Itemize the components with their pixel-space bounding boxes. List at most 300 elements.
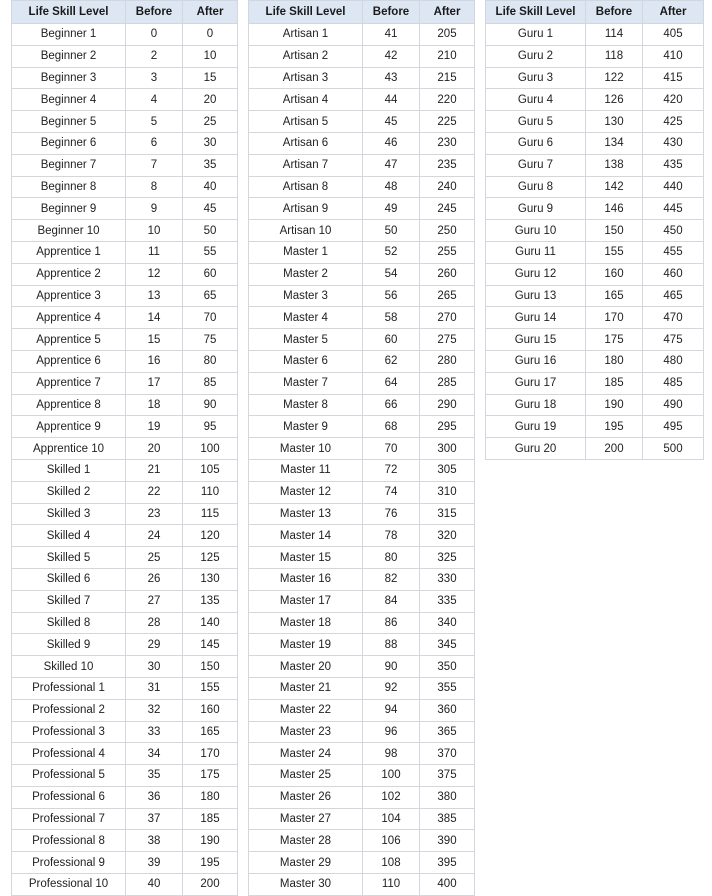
before-cell: 155 xyxy=(586,241,643,263)
level-cell: Master 4 xyxy=(249,307,363,329)
before-cell: 33 xyxy=(126,721,183,743)
table-row xyxy=(486,438,704,460)
level-cell: Skilled 5 xyxy=(12,547,126,569)
level-cell: Guru 5 xyxy=(486,111,586,133)
before-cell: 41 xyxy=(363,24,420,46)
before-cell: 50 xyxy=(363,220,420,242)
after-cell: 210 xyxy=(420,45,475,67)
before-cell: 39 xyxy=(126,852,183,874)
after-cell: 470 xyxy=(643,307,704,329)
table-row xyxy=(12,874,238,896)
before-cell: 3 xyxy=(126,67,183,89)
before-cell: 9 xyxy=(126,198,183,220)
before-cell: 118 xyxy=(586,45,643,67)
level-cell: Professional 2 xyxy=(12,699,126,721)
before-cell: 62 xyxy=(363,350,420,372)
after-cell: 305 xyxy=(420,459,475,481)
after-cell: 360 xyxy=(420,699,475,721)
table-row xyxy=(249,263,475,285)
level-cell: Artisan 2 xyxy=(249,45,363,67)
after-cell: 420 xyxy=(643,89,704,111)
after-cell: 115 xyxy=(183,503,238,525)
before-cell: 30 xyxy=(126,656,183,678)
after-cell: 330 xyxy=(420,568,475,590)
level-cell: Skilled 3 xyxy=(12,503,126,525)
after-cell: 250 xyxy=(420,220,475,242)
table-row xyxy=(249,786,475,808)
table-row xyxy=(12,154,238,176)
level-cell: Master 30 xyxy=(249,874,363,896)
level-cell: Master 18 xyxy=(249,612,363,634)
after-cell: 145 xyxy=(183,634,238,656)
after-cell: 30 xyxy=(183,132,238,154)
table-row xyxy=(12,350,238,372)
level-cell: Skilled 4 xyxy=(12,525,126,547)
level-cell: Guru 17 xyxy=(486,372,586,394)
table-row xyxy=(486,307,704,329)
table-row xyxy=(249,198,475,220)
table-row xyxy=(12,198,238,220)
after-cell: 10 xyxy=(183,45,238,67)
before-cell: 44 xyxy=(363,89,420,111)
level-cell: Master 5 xyxy=(249,329,363,351)
table-row xyxy=(486,220,704,242)
before-cell: 22 xyxy=(126,481,183,503)
level-cell: Guru 20 xyxy=(486,438,586,460)
table-row xyxy=(249,111,475,133)
before-cell: 43 xyxy=(363,67,420,89)
table-row xyxy=(486,350,704,372)
before-cell: 68 xyxy=(363,416,420,438)
level-cell: Master 29 xyxy=(249,852,363,874)
level-cell: Skilled 7 xyxy=(12,590,126,612)
after-cell: 75 xyxy=(183,329,238,351)
level-cell: Professional 9 xyxy=(12,852,126,874)
after-cell: 295 xyxy=(420,416,475,438)
before-cell: 45 xyxy=(363,111,420,133)
after-cell: 405 xyxy=(643,24,704,46)
table-row xyxy=(12,307,238,329)
after-cell: 325 xyxy=(420,547,475,569)
before-cell: 110 xyxy=(363,874,420,896)
level-cell: Beginner 7 xyxy=(12,154,126,176)
table-row xyxy=(249,677,475,699)
level-cell: Master 8 xyxy=(249,394,363,416)
before-cell: 82 xyxy=(363,568,420,590)
after-cell: 140 xyxy=(183,612,238,634)
skill-table-2 xyxy=(248,0,475,896)
table-row xyxy=(249,830,475,852)
before-cell: 31 xyxy=(126,677,183,699)
level-cell: Guru 18 xyxy=(486,394,586,416)
table-row xyxy=(12,372,238,394)
table-row xyxy=(12,634,238,656)
header-level: Life Skill Level xyxy=(12,1,126,24)
table-row xyxy=(12,45,238,67)
after-cell: 365 xyxy=(420,721,475,743)
table-row xyxy=(249,132,475,154)
before-cell: 16 xyxy=(126,350,183,372)
before-cell: 98 xyxy=(363,743,420,765)
before-cell: 195 xyxy=(586,416,643,438)
header-after: After xyxy=(420,1,475,24)
table-row xyxy=(486,394,704,416)
level-cell: Professional 6 xyxy=(12,786,126,808)
level-cell: Artisan 10 xyxy=(249,220,363,242)
level-cell: Guru 9 xyxy=(486,198,586,220)
table-row xyxy=(12,394,238,416)
after-cell: 150 xyxy=(183,656,238,678)
table-row xyxy=(12,590,238,612)
level-cell: Master 20 xyxy=(249,656,363,678)
before-cell: 48 xyxy=(363,176,420,198)
level-cell: Master 10 xyxy=(249,438,363,460)
level-cell: Artisan 3 xyxy=(249,67,363,89)
before-cell: 14 xyxy=(126,307,183,329)
before-cell: 200 xyxy=(586,438,643,460)
level-cell: Beginner 5 xyxy=(12,111,126,133)
table-row xyxy=(486,285,704,307)
table-row xyxy=(249,154,475,176)
before-cell: 7 xyxy=(126,154,183,176)
level-cell: Apprentice 6 xyxy=(12,350,126,372)
table-row xyxy=(249,590,475,612)
after-cell: 495 xyxy=(643,416,704,438)
table-row xyxy=(12,459,238,481)
level-cell: Professional 1 xyxy=(12,677,126,699)
after-cell: 120 xyxy=(183,525,238,547)
after-cell: 160 xyxy=(183,699,238,721)
after-cell: 255 xyxy=(420,241,475,263)
header-level: Life Skill Level xyxy=(249,1,363,24)
after-cell: 395 xyxy=(420,852,475,874)
table-row xyxy=(249,721,475,743)
after-cell: 375 xyxy=(420,765,475,787)
after-cell: 450 xyxy=(643,220,704,242)
before-cell: 21 xyxy=(126,459,183,481)
table-row xyxy=(486,416,704,438)
header-after: After xyxy=(643,1,704,24)
after-cell: 440 xyxy=(643,176,704,198)
header-level: Life Skill Level xyxy=(486,1,586,24)
table-row xyxy=(12,699,238,721)
after-cell: 175 xyxy=(183,765,238,787)
after-cell: 380 xyxy=(420,786,475,808)
level-cell: Apprentice 10 xyxy=(12,438,126,460)
after-cell: 80 xyxy=(183,350,238,372)
level-cell: Master 24 xyxy=(249,743,363,765)
after-cell: 435 xyxy=(643,154,704,176)
before-cell: 34 xyxy=(126,743,183,765)
before-cell: 74 xyxy=(363,481,420,503)
level-cell: Master 15 xyxy=(249,547,363,569)
after-cell: 290 xyxy=(420,394,475,416)
before-cell: 96 xyxy=(363,721,420,743)
level-cell: Guru 7 xyxy=(486,154,586,176)
table-row xyxy=(12,285,238,307)
table-row xyxy=(12,547,238,569)
level-cell: Beginner 4 xyxy=(12,89,126,111)
after-cell: 15 xyxy=(183,67,238,89)
level-cell: Master 7 xyxy=(249,372,363,394)
level-cell: Master 2 xyxy=(249,263,363,285)
table-row xyxy=(12,721,238,743)
after-cell: 275 xyxy=(420,329,475,351)
level-cell: Master 17 xyxy=(249,590,363,612)
level-cell: Professional 10 xyxy=(12,874,126,896)
after-cell: 425 xyxy=(643,111,704,133)
before-cell: 42 xyxy=(363,45,420,67)
table-row xyxy=(249,438,475,460)
table-row xyxy=(12,416,238,438)
table-row xyxy=(12,525,238,547)
table-row xyxy=(12,132,238,154)
level-cell: Master 13 xyxy=(249,503,363,525)
table-row xyxy=(249,852,475,874)
after-cell: 430 xyxy=(643,132,704,154)
table-row xyxy=(12,612,238,634)
table-row xyxy=(249,612,475,634)
level-cell: Beginner 10 xyxy=(12,220,126,242)
after-cell: 235 xyxy=(420,154,475,176)
after-cell: 270 xyxy=(420,307,475,329)
after-cell: 190 xyxy=(183,830,238,852)
level-cell: Master 16 xyxy=(249,568,363,590)
table-row xyxy=(12,503,238,525)
before-cell: 130 xyxy=(586,111,643,133)
table-row xyxy=(249,45,475,67)
table-row xyxy=(12,176,238,198)
before-cell: 64 xyxy=(363,372,420,394)
level-cell: Master 27 xyxy=(249,808,363,830)
after-cell: 480 xyxy=(643,350,704,372)
after-cell: 390 xyxy=(420,830,475,852)
table-row xyxy=(249,656,475,678)
before-cell: 8 xyxy=(126,176,183,198)
before-cell: 20 xyxy=(126,438,183,460)
table-row xyxy=(12,111,238,133)
level-cell: Apprentice 9 xyxy=(12,416,126,438)
table-row xyxy=(249,285,475,307)
after-cell: 180 xyxy=(183,786,238,808)
after-cell: 110 xyxy=(183,481,238,503)
level-cell: Artisan 5 xyxy=(249,111,363,133)
level-cell: Beginner 8 xyxy=(12,176,126,198)
level-cell: Apprentice 1 xyxy=(12,241,126,263)
after-cell: 385 xyxy=(420,808,475,830)
level-cell: Apprentice 5 xyxy=(12,329,126,351)
level-cell: Artisan 8 xyxy=(249,176,363,198)
before-cell: 104 xyxy=(363,808,420,830)
before-cell: 36 xyxy=(126,786,183,808)
header-before: Before xyxy=(586,1,643,24)
table-row xyxy=(486,111,704,133)
table-row xyxy=(249,416,475,438)
level-cell: Artisan 6 xyxy=(249,132,363,154)
before-cell: 102 xyxy=(363,786,420,808)
level-cell: Guru 1 xyxy=(486,24,586,46)
level-cell: Apprentice 7 xyxy=(12,372,126,394)
level-cell: Guru 19 xyxy=(486,416,586,438)
table-row xyxy=(249,808,475,830)
after-cell: 60 xyxy=(183,263,238,285)
table-row xyxy=(249,547,475,569)
after-cell: 315 xyxy=(420,503,475,525)
after-cell: 70 xyxy=(183,307,238,329)
after-cell: 490 xyxy=(643,394,704,416)
after-cell: 410 xyxy=(643,45,704,67)
table-row xyxy=(486,89,704,111)
after-cell: 340 xyxy=(420,612,475,634)
after-cell: 220 xyxy=(420,89,475,111)
before-cell: 4 xyxy=(126,89,183,111)
level-cell: Apprentice 3 xyxy=(12,285,126,307)
level-cell: Apprentice 2 xyxy=(12,263,126,285)
level-cell: Master 19 xyxy=(249,634,363,656)
level-cell: Master 3 xyxy=(249,285,363,307)
table-row xyxy=(12,329,238,351)
level-cell: Professional 8 xyxy=(12,830,126,852)
level-cell: Skilled 2 xyxy=(12,481,126,503)
before-cell: 15 xyxy=(126,329,183,351)
level-cell: Guru 16 xyxy=(486,350,586,372)
before-cell: 58 xyxy=(363,307,420,329)
after-cell: 205 xyxy=(420,24,475,46)
after-cell: 335 xyxy=(420,590,475,612)
level-cell: Master 25 xyxy=(249,765,363,787)
before-cell: 12 xyxy=(126,263,183,285)
before-cell: 76 xyxy=(363,503,420,525)
after-cell: 65 xyxy=(183,285,238,307)
before-cell: 84 xyxy=(363,590,420,612)
after-cell: 20 xyxy=(183,89,238,111)
before-cell: 160 xyxy=(586,263,643,285)
after-cell: 415 xyxy=(643,67,704,89)
before-cell: 106 xyxy=(363,830,420,852)
table-row xyxy=(249,699,475,721)
level-cell: Beginner 3 xyxy=(12,67,126,89)
after-cell: 320 xyxy=(420,525,475,547)
after-cell: 100 xyxy=(183,438,238,460)
before-cell: 146 xyxy=(586,198,643,220)
level-cell: Artisan 4 xyxy=(249,89,363,111)
after-cell: 265 xyxy=(420,285,475,307)
before-cell: 80 xyxy=(363,547,420,569)
before-cell: 134 xyxy=(586,132,643,154)
after-cell: 35 xyxy=(183,154,238,176)
table-row xyxy=(249,481,475,503)
after-cell: 195 xyxy=(183,852,238,874)
before-cell: 37 xyxy=(126,808,183,830)
before-cell: 27 xyxy=(126,590,183,612)
header-row xyxy=(249,1,475,24)
after-cell: 40 xyxy=(183,176,238,198)
level-cell: Master 12 xyxy=(249,481,363,503)
table-row xyxy=(12,481,238,503)
before-cell: 185 xyxy=(586,372,643,394)
level-cell: Master 6 xyxy=(249,350,363,372)
before-cell: 138 xyxy=(586,154,643,176)
level-cell: Skilled 9 xyxy=(12,634,126,656)
after-cell: 230 xyxy=(420,132,475,154)
after-cell: 500 xyxy=(643,438,704,460)
table-row xyxy=(249,525,475,547)
after-cell: 90 xyxy=(183,394,238,416)
level-cell: Guru 13 xyxy=(486,285,586,307)
after-cell: 170 xyxy=(183,743,238,765)
after-cell: 45 xyxy=(183,198,238,220)
before-cell: 11 xyxy=(126,241,183,263)
before-cell: 86 xyxy=(363,612,420,634)
level-cell: Master 1 xyxy=(249,241,363,263)
table-row xyxy=(12,743,238,765)
table-row xyxy=(12,89,238,111)
level-cell: Skilled 10 xyxy=(12,656,126,678)
before-cell: 150 xyxy=(586,220,643,242)
level-cell: Guru 3 xyxy=(486,67,586,89)
level-cell: Guru 4 xyxy=(486,89,586,111)
before-cell: 32 xyxy=(126,699,183,721)
table-row xyxy=(12,808,238,830)
level-cell: Beginner 9 xyxy=(12,198,126,220)
table-row xyxy=(249,220,475,242)
before-cell: 49 xyxy=(363,198,420,220)
table-row xyxy=(12,263,238,285)
table-row xyxy=(12,656,238,678)
after-cell: 400 xyxy=(420,874,475,896)
level-cell: Master 21 xyxy=(249,677,363,699)
after-cell: 0 xyxy=(183,24,238,46)
before-cell: 126 xyxy=(586,89,643,111)
before-cell: 38 xyxy=(126,830,183,852)
after-cell: 370 xyxy=(420,743,475,765)
level-cell: Artisan 9 xyxy=(249,198,363,220)
after-cell: 310 xyxy=(420,481,475,503)
before-cell: 28 xyxy=(126,612,183,634)
before-cell: 114 xyxy=(586,24,643,46)
table-row xyxy=(12,220,238,242)
table-row xyxy=(249,743,475,765)
after-cell: 155 xyxy=(183,677,238,699)
level-cell: Master 14 xyxy=(249,525,363,547)
level-cell: Professional 7 xyxy=(12,808,126,830)
after-cell: 125 xyxy=(183,547,238,569)
table-row xyxy=(249,307,475,329)
header-row xyxy=(12,1,238,24)
before-cell: 94 xyxy=(363,699,420,721)
after-cell: 215 xyxy=(420,67,475,89)
table-row xyxy=(486,132,704,154)
after-cell: 95 xyxy=(183,416,238,438)
before-cell: 52 xyxy=(363,241,420,263)
before-cell: 46 xyxy=(363,132,420,154)
table-row xyxy=(486,45,704,67)
level-cell: Guru 6 xyxy=(486,132,586,154)
after-cell: 85 xyxy=(183,372,238,394)
level-cell: Guru 12 xyxy=(486,263,586,285)
before-cell: 170 xyxy=(586,307,643,329)
before-cell: 70 xyxy=(363,438,420,460)
level-cell: Guru 10 xyxy=(486,220,586,242)
table-row xyxy=(486,241,704,263)
table-row xyxy=(249,874,475,896)
before-cell: 60 xyxy=(363,329,420,351)
before-cell: 72 xyxy=(363,459,420,481)
level-cell: Master 26 xyxy=(249,786,363,808)
before-cell: 190 xyxy=(586,394,643,416)
before-cell: 0 xyxy=(126,24,183,46)
table-row xyxy=(12,568,238,590)
